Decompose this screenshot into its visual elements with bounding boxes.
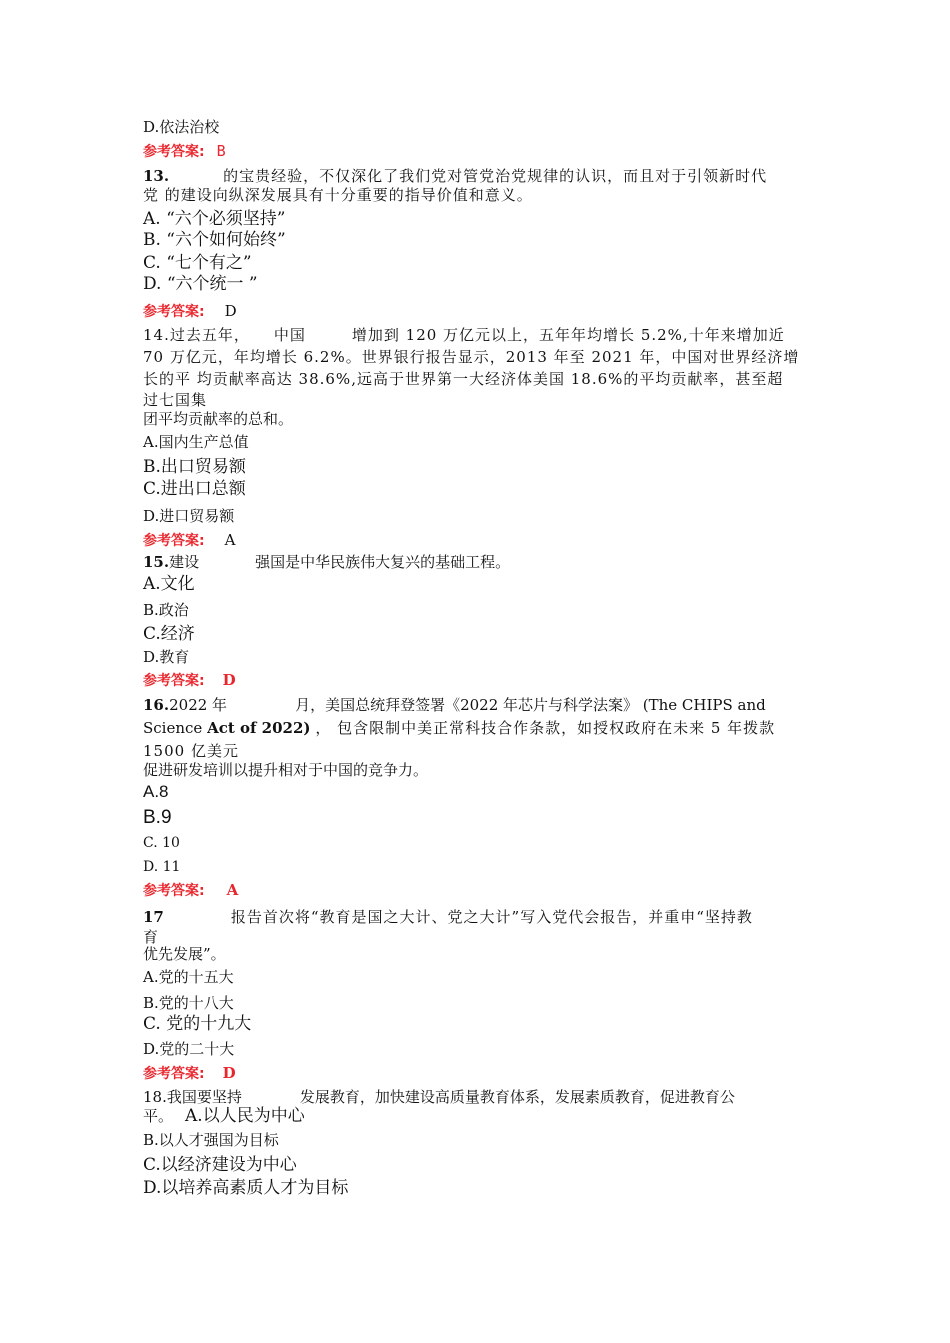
- q13-option-c: C. “七个有之”: [143, 253, 252, 273]
- q17-stem-line2: 育: [143, 928, 159, 946]
- q13-option-d: D. “六个统一 ”: [143, 274, 258, 294]
- q13-number: 13.: [143, 167, 170, 185]
- q18-stem-part-b: 发展教育，加快建设高质量教育体系，发展素质教育，促进教育公: [299, 1088, 735, 1106]
- q17-option-d: D.党的二十大: [143, 1040, 235, 1058]
- q18-option-d: D.以培养高素质人才为目标: [143, 1178, 349, 1198]
- q15-option-c: C.经济: [143, 624, 195, 644]
- q16-stem-line4: 促进研发培训以提升相对于中国的竞争力。: [143, 761, 429, 779]
- q13-option-a: A. “六个必须坚持”: [143, 209, 286, 229]
- q17-answer: D: [222, 1064, 236, 1082]
- q16-answer: A: [226, 881, 239, 899]
- q13-answer: D: [224, 302, 237, 320]
- q14-option-c: C.进出口总额: [143, 479, 246, 499]
- q12-option-d: D.依法治校: [143, 118, 220, 136]
- q17-option-c: C. 党的十九大: [143, 1014, 252, 1034]
- answer-label: 参考答案:: [143, 533, 205, 549]
- q18-stem-line2-text: 平。: [143, 1107, 174, 1125]
- q16-answer-row: [143, 881, 238, 900]
- q15-stem: [143, 553, 510, 571]
- q13-option-b: B. “六个如何始终”: [143, 230, 286, 250]
- q18-stem-line2: [143, 1107, 305, 1125]
- q14-stem-line1: [143, 326, 785, 344]
- q15-stem-part-a: 建设: [169, 553, 200, 571]
- q18-option-b: B.以人才强国为目标: [143, 1131, 279, 1149]
- q14-answer-row: [143, 531, 235, 550]
- q18-stem-part-a: 我国要坚持: [166, 1088, 242, 1106]
- q16-stem-line2-a: Science: [143, 719, 203, 737]
- q14-stem-line2: 70 万亿元，年均增长 6.2%。世界银行报告显示，2013 年至 2021 年，中国对世界经济增: [143, 348, 800, 366]
- q16-stem-part-b: 月，美国总统拜登签署《2022 年芯片与科学法案》 (The CHIPS and: [295, 696, 766, 714]
- q16-option-c: C. 10: [143, 835, 180, 851]
- q15-answer: D: [222, 671, 236, 689]
- q16-number: 16.: [143, 696, 170, 714]
- answer-label: 参考答案:: [143, 144, 205, 160]
- q17-number: 17: [143, 908, 164, 926]
- q14-option-a-text: A.国内生产总值: [143, 433, 249, 451]
- q16-stem-line1: [143, 696, 766, 714]
- q14-number: 14.: [143, 326, 170, 344]
- q16-stem-part-a: 2022 年: [169, 696, 228, 714]
- q15-option-a: A.文化: [143, 574, 195, 594]
- q14-answer: A: [224, 531, 236, 549]
- q14-stem-part-b: 中国: [273, 326, 306, 344]
- q18-number: 18.: [143, 1088, 167, 1106]
- q16-option-d: D. 11: [143, 859, 181, 875]
- q15-option-b: B.政治: [143, 601, 189, 619]
- answer-label: 参考答案:: [143, 883, 205, 899]
- q15-option-d: D.教育: [143, 648, 190, 666]
- q14-stem-line3: 长的平 均贡献率高达 38.6%,远高于世界第一大经济体美国 18.6%的平均贡献率，甚至超: [143, 370, 784, 388]
- q15-stem-part-b: 强国是中华民族伟大复兴的基础工程。: [255, 553, 511, 571]
- q14-stem-line4: 过七国集: [143, 391, 208, 409]
- q17-stem-line1: [143, 908, 753, 926]
- q17-stem-line3: 优先发展”。: [143, 945, 226, 963]
- q17-option-b-text: B.党的十八大: [143, 994, 234, 1012]
- q13-stem-text: 的宝贵经验，不仅深化了我们党对管党治党规律的认识，而且对于引领新时代: [223, 167, 768, 185]
- q18-option-c: C.以经济建设为中心: [143, 1155, 297, 1175]
- q17-option-b: [143, 994, 234, 1012]
- q13-stem-line2: 党 的建设向纵深发展具有十分重要的指导价值和意义。: [143, 186, 533, 204]
- q14-stem-part-a: 过去五年，: [169, 326, 250, 344]
- q17-answer-row: [143, 1064, 236, 1083]
- q13-answer-row: [143, 302, 237, 321]
- answer-label: 参考答案:: [143, 304, 205, 320]
- q18-stem-line1: [143, 1088, 735, 1106]
- q13-stem-line1: [143, 167, 767, 185]
- q17-stem-text: 报告首次将“教育是国之大计、党之大计”写入党代会报告，并重申“坚持教: [230, 908, 753, 926]
- q15-number: 15.: [143, 553, 170, 571]
- q12-answer: B: [216, 142, 226, 160]
- q16-stem-line2: [143, 719, 775, 737]
- q15-answer-row: [143, 671, 236, 690]
- q18-option-a: A.以人民为中心: [185, 1106, 305, 1126]
- q16-option-a: A.8: [143, 782, 169, 801]
- q16-stem-line2-b: Act of 2022): [207, 719, 311, 737]
- q14-stem-part-c: 增加到 120 万亿元以上，五年年均增长 5.2%,十年来增加近: [351, 326, 785, 344]
- answer-label: 参考答案:: [143, 1066, 205, 1082]
- q16-stem-line3: 1500 亿美元: [143, 742, 239, 760]
- answer-label: 参考答案:: [143, 673, 205, 689]
- q14-option-d: D.进口贸易额: [143, 507, 235, 525]
- q16-stem-line2-c: ， 包含限制中美正常科技合作条款，如授权政府在未来 5 年拨款: [315, 719, 776, 737]
- q14-option-b: B.出口贸易额: [143, 457, 246, 477]
- q14-option-a: [143, 433, 249, 451]
- q16-option-b: B.9: [143, 807, 172, 828]
- q14-stem-line5: 团平均贡献率的总和。: [143, 410, 294, 428]
- q12-answer-row: [143, 142, 226, 161]
- q17-option-a: A.党的十五大: [143, 968, 234, 986]
